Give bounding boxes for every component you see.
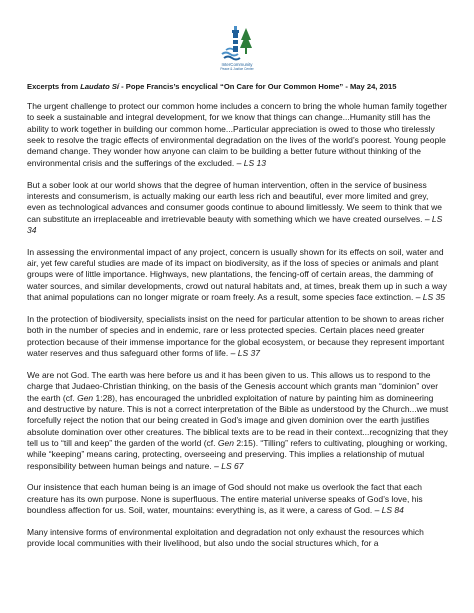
- heading-prefix: Excerpts from: [27, 82, 81, 91]
- excerpt-paragraph: [27, 180, 449, 237]
- excerpt-paragraph: [27, 247, 449, 304]
- organization-logo: [214, 24, 260, 80]
- excerpt-citation: – LS 84: [372, 505, 404, 516]
- heading-rest: - Pope Francis’s encyclical “On Care for Our Common Home” - May 24, 2015: [119, 82, 397, 91]
- excerpt-text: We are not God. The earth was here before us and it has been given to us. This allows us to respond to the charge that Judaeo-Christian thinking, on the basis of the Genesis account which grants man “dominion” over the earth (cf.: [27, 369, 439, 403]
- excerpt-citation: – LS 37: [228, 348, 260, 359]
- excerpt-paragraph: [27, 370, 449, 472]
- logo-name: InterCommunity: [221, 62, 253, 67]
- excerpt-text: The urgent challenge to protect our common home includes a concern to bring the whole human family together to seek a sustainable and integral development, for we know that things can change...Humanity still has the ability to work together in building our common home...Particular appreciation is owed to those who tirelessly seek to resolve the tragic effects of environmental degradation on the lives of the world’s poorest. Young people demand change. They wonder how anyone can claim to be building a better future without thinking of the environmental crisis and the sufferings of the excluded.: [27, 101, 448, 168]
- excerpt-text: But a sober look at our world shows that the degree of human intervention, often in the service of business interests and consumerism, is actually making our earth less rich and beautiful, ever more limited and grey, even as technological advances and consumer goods continue to abound limitlessly. We seem to think that we can substitute an irreplaceable and irretrievable beauty with something which we have created ourselves.: [27, 179, 443, 224]
- excerpt-paragraph: [27, 527, 449, 550]
- logo-tagline: Peace & Justice Center: [220, 67, 254, 71]
- excerpt-citation: – LS 34: [27, 213, 443, 235]
- excerpt-paragraph: [27, 101, 449, 169]
- excerpt-text: 2:15). “Tilling” refers to cultivating, ploughing or working, while “keeping” means caring, protecting, overseeing and preserving. This implies a relationship of mutual responsibility between human beings and nature.: [27, 437, 448, 471]
- excerpt-text: Our insistence that each human being is an image of God should not make us overlook the fact that each creature has its own purpose. None is superfluous. The entire material universe speaks of God’s love, his boundless affection for us. Soil, water, mountains: everything is, as it were, a caress of God.: [27, 482, 423, 516]
- document-heading: [27, 82, 449, 92]
- excerpt-citation: – LS 13: [234, 157, 266, 168]
- document-body: [27, 82, 449, 560]
- scripture-ref: Gen: [77, 392, 94, 403]
- excerpt-citation: – LS 67: [211, 460, 244, 471]
- heading-work-title: Laudato Sí: [80, 82, 120, 91]
- excerpt-citation: – LS 35: [413, 292, 445, 303]
- excerpt-text: In the protection of biodiversity, specialists insist on the need for particular attention to be shown to areas richer both in the number of species and in endemic, rare or less protected species. Certain places need greater protection because of their immense importance for the global ecosystem, or because they represent important water reserves and thus safeguard other forms of life.: [27, 314, 445, 359]
- excerpt-paragraph: [27, 314, 449, 359]
- excerpt-text: In assessing the environmental impact of any project, concern is usually shown for its effects on soil, water and air, yet few careful studies are made of its impact on biodiversity, as if the loss of species or animals and plant groups were of little importance. Highways, new plantations, the fencing-off of certain areas, the damming of water sources, and similar developments, crowd out natural habitats and, at times, break them up in such a way that animal populations can no longer migrate or roam freely. As a result, some species face extinction.: [27, 246, 448, 303]
- excerpt-text: Many intensive forms of environmental exploitation and degradation not only exhaust the resources which provide local communities with their livelihood, but also undo the social structures which, for a: [27, 527, 424, 549]
- excerpt-text: 1:28), has encouraged the unbridled exploitation of nature by painting him as domineering and destructive by nature. This is not a correct interpretation of the Bible as understood by the Church...we must forcefully reject the notion that our being created in God’s image and given dominion over the earth justifies absolute domination over other creatures. The biblical texts are to be read in their context...recognizing that they tell us to “till and keep” the garden of the world (cf.: [27, 392, 449, 448]
- excerpt-paragraph: [27, 482, 449, 516]
- lighthouse-shoreline-icon: [220, 24, 254, 62]
- scripture-ref: Gen: [217, 437, 234, 448]
